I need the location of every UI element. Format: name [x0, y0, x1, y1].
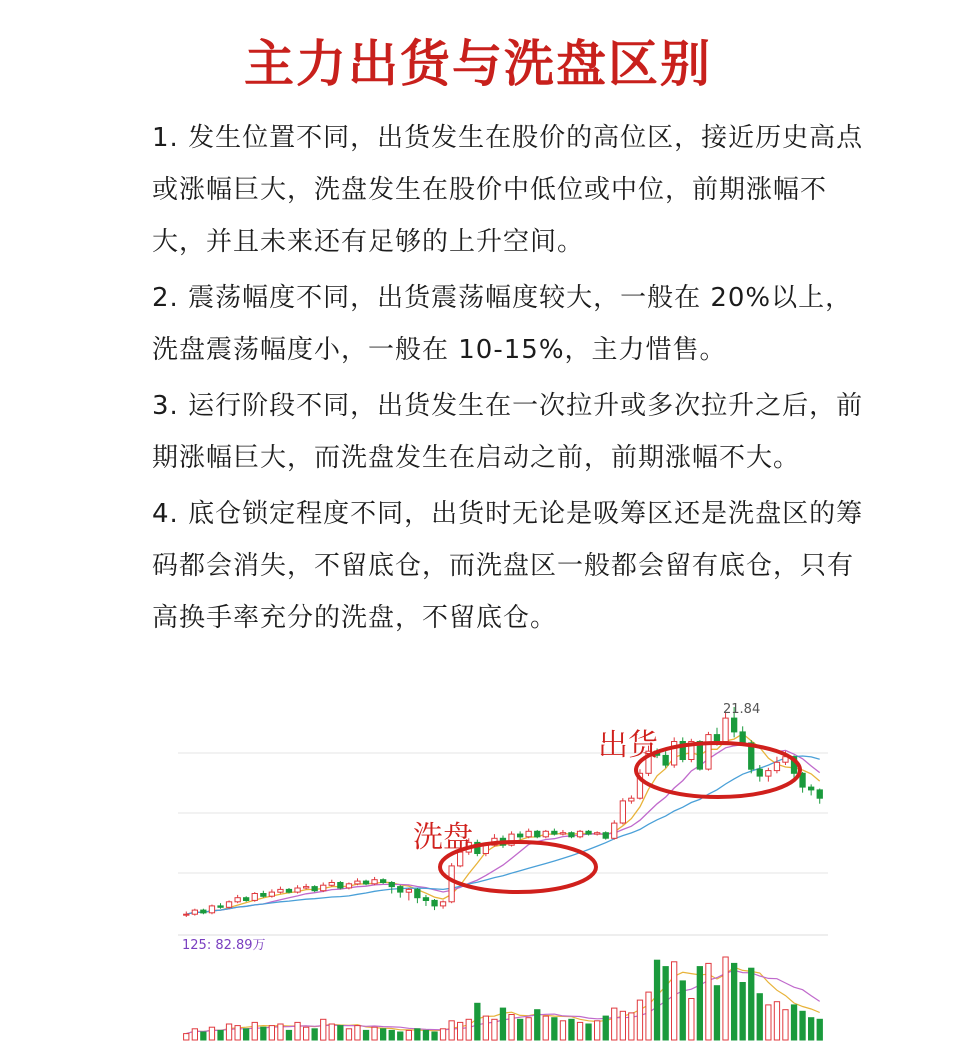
volume-bar	[526, 1018, 531, 1040]
volume-bar	[809, 1018, 814, 1040]
page-title: 主力出货与洗盘区别	[244, 35, 712, 93]
volume-bar	[355, 1026, 360, 1040]
volume-bar	[226, 1024, 231, 1040]
volume-bar	[740, 983, 745, 1041]
candle-body	[209, 906, 214, 913]
candle-body	[201, 910, 206, 913]
volume-bar	[552, 1018, 557, 1040]
candle-body	[543, 831, 548, 837]
candle-body	[552, 831, 557, 834]
explanation-list	[152, 112, 872, 648]
volume-bar	[201, 1032, 206, 1040]
candle-body	[518, 834, 523, 837]
volume-bar	[714, 986, 719, 1040]
candle-body	[629, 798, 634, 801]
volume-bar	[577, 1022, 582, 1040]
volume-bar	[535, 1010, 540, 1040]
candle-body	[569, 833, 574, 837]
volume-label: 125: 82.89万	[182, 938, 266, 953]
volume-bar	[620, 1011, 625, 1040]
candle-body	[398, 887, 403, 893]
candle-body	[620, 801, 625, 823]
candle-body	[252, 894, 257, 901]
volume-bar	[269, 1026, 274, 1040]
candle-body	[244, 898, 249, 901]
point-2: 2. 震荡幅度不同，出货震荡幅度较大，一般在 20%以上，洗盘震荡幅度小，一般在 10-15%，主力惜售。	[152, 283, 853, 365]
candle-body	[766, 771, 771, 777]
candle-body	[355, 881, 360, 884]
candle-body	[483, 845, 488, 853]
volume-bar	[629, 1013, 634, 1040]
volume-bar	[697, 967, 702, 1040]
candle-body	[329, 883, 334, 886]
volume-bar	[466, 1019, 471, 1040]
volume-bar	[363, 1030, 368, 1040]
volume-bar	[518, 1019, 523, 1040]
candle-body	[372, 880, 377, 884]
candle-body	[432, 900, 437, 906]
volume-bar	[774, 1002, 779, 1040]
candle-body	[295, 888, 300, 892]
volume-bar	[192, 1029, 197, 1040]
volume-bar	[372, 1027, 377, 1040]
distribution-annotation: 出货	[598, 728, 658, 763]
volume-bar	[252, 1022, 257, 1040]
volume-bar	[543, 1016, 548, 1040]
volume-bar	[475, 1003, 480, 1040]
candle-body	[235, 898, 240, 902]
candle-body	[449, 866, 454, 902]
volume-bar	[398, 1032, 403, 1040]
candle-body	[261, 894, 266, 897]
candle-body	[774, 762, 779, 770]
volume-bar	[672, 962, 677, 1040]
candle-body	[714, 735, 719, 742]
candle-body	[286, 889, 291, 892]
volume-bar	[321, 1019, 326, 1040]
volume-bar	[817, 1019, 822, 1040]
volume-bar	[218, 1030, 223, 1040]
candle-body	[312, 887, 317, 891]
volume-bar	[329, 1024, 334, 1040]
volume-bar	[654, 960, 659, 1040]
volume-bar	[440, 1029, 445, 1040]
volume-bar	[278, 1024, 283, 1040]
candle-body	[363, 881, 368, 884]
wash-annotation: 洗盘	[413, 820, 473, 855]
candle-body	[218, 906, 223, 907]
candle-body	[406, 889, 411, 892]
volume-bar	[458, 1022, 463, 1040]
volume-bar	[261, 1027, 266, 1040]
volume-bar	[586, 1024, 591, 1040]
volume-bar	[509, 1015, 514, 1041]
volume-bar	[689, 999, 694, 1041]
volume-bar	[603, 1016, 608, 1040]
volume-bar	[423, 1030, 428, 1040]
price-high-label: 21.84	[723, 702, 761, 717]
candle-body	[577, 831, 582, 837]
candle-body	[663, 755, 668, 765]
volume-bar	[304, 1027, 309, 1040]
volume-bar	[663, 967, 668, 1040]
candle-body	[278, 889, 283, 892]
volume-bar	[415, 1029, 420, 1040]
candle-body	[389, 883, 394, 887]
candle-body	[346, 884, 351, 888]
volume-bar	[612, 1008, 617, 1040]
volume-bar	[312, 1029, 317, 1040]
volume-bar	[389, 1030, 394, 1040]
stock-chart	[178, 695, 828, 1048]
candle-body	[526, 831, 531, 837]
candle-body	[423, 898, 428, 901]
volume-bar	[723, 957, 728, 1040]
candle-body	[740, 732, 745, 743]
candle-body	[304, 887, 309, 888]
volume-bar	[783, 1010, 788, 1040]
volume-bar	[732, 963, 737, 1040]
candle-body	[560, 833, 565, 834]
candle-body	[269, 892, 274, 896]
candle-body	[226, 902, 231, 908]
volume-bar	[800, 1011, 805, 1040]
volume-bar	[406, 1030, 411, 1040]
candle-body	[809, 787, 814, 790]
candle-body	[321, 885, 326, 891]
volume-bar	[757, 994, 762, 1040]
point-3: 3. 运行阶段不同，出货发生在一次拉升或多次拉升之后，前期涨幅巨大，而洗盘发生在启动之前，前期涨幅不大。	[152, 391, 864, 473]
volume-bar	[791, 1005, 796, 1040]
volume-bar	[500, 1008, 505, 1040]
volume-bar	[346, 1029, 351, 1040]
candle-body	[415, 889, 420, 897]
volume-bar	[483, 1016, 488, 1040]
volume-bar	[338, 1026, 343, 1040]
candle-body	[817, 790, 822, 798]
candle-body	[723, 718, 728, 742]
volume-bar	[706, 963, 711, 1040]
volume-bar	[595, 1021, 600, 1040]
candle-body	[757, 769, 762, 776]
volume-bar	[637, 1000, 642, 1040]
volume-bar	[560, 1021, 565, 1040]
volume-bar	[244, 1029, 249, 1040]
volume-bar	[235, 1026, 240, 1040]
candle-body	[595, 833, 600, 834]
candle-body	[381, 880, 386, 883]
point-4: 4. 底仓锁定程度不同，出货时无论是吸筹区还是洗盘区的筹码都会消失，不留底仓，而洗盘区一般都会留有底仓，只有高换手率充分的洗盘，不留底仓。	[152, 499, 864, 633]
candle-body	[440, 902, 445, 906]
volume-bar	[680, 981, 685, 1040]
candle-body	[612, 823, 617, 838]
volume-bar	[286, 1030, 291, 1040]
volume-bar	[381, 1029, 386, 1040]
volume-bar	[432, 1032, 437, 1040]
candle-body	[706, 735, 711, 770]
point-1: 1. 发生位置不同，出货发生在股价的高位区，接近历史高点或涨幅巨大，洗盘发生在股价中低位或中位，前期涨幅不大，并且未来还有足够的上升空间。	[152, 123, 864, 257]
volume-bar	[749, 968, 754, 1040]
candle-body	[338, 883, 343, 889]
chart-svg	[178, 695, 828, 1048]
volume-bar	[449, 1021, 454, 1040]
volume-bar	[646, 992, 651, 1040]
volume-bar	[209, 1027, 214, 1040]
candle-body	[192, 910, 197, 914]
volume-bar	[184, 1034, 189, 1040]
volume-bar	[295, 1022, 300, 1040]
candle-body	[184, 914, 189, 915]
candle-body	[603, 833, 608, 839]
candle-body	[732, 718, 737, 732]
volume-bar	[569, 1019, 574, 1040]
candle-body	[535, 831, 540, 837]
candle-body	[586, 831, 591, 834]
volume-bar	[766, 1005, 771, 1040]
volume-bar	[492, 1019, 497, 1040]
